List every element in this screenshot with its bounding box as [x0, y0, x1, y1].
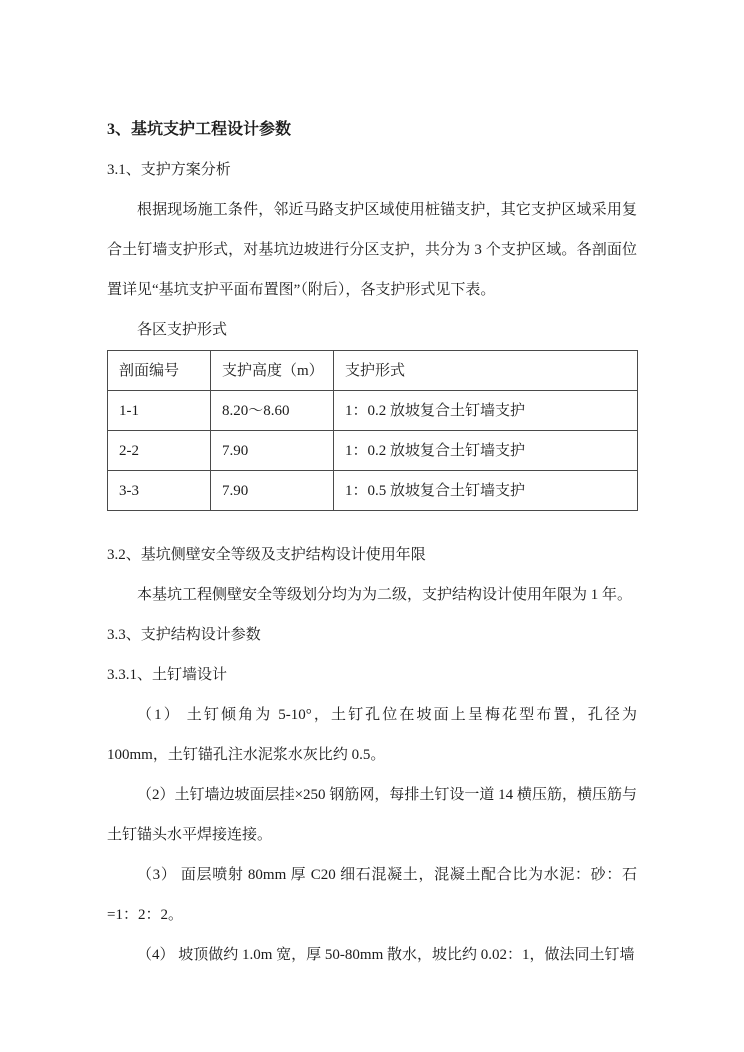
doc-title: 3、基坑支护工程设计参数 [107, 121, 292, 138]
nail-wall-item-1: （1） 土钉倾角为 5-10°，土钉孔位在坡面上呈梅花型布置，孔径为 100mm，土钉锚孔注水泥浆水灰比约 0.5。 [107, 707, 637, 763]
cell-support-form: 1：0.5 放坡复合土钉墙支护 [334, 471, 638, 511]
col-header-support-form: 支护形式 [334, 351, 638, 391]
cell-support-height: 7.90 [211, 431, 334, 471]
section-3-2-paragraph: 本基坑工程侧壁安全等级划分均为为二级，支护结构设计使用年限为 1 年。 [137, 587, 633, 603]
nail-wall-item-2: （2）土钉墙边坡面层挂×250 钢筋网，每排土钉设一道 14 横压筋，横压筋与土钉锚头水平焊接连接。 [107, 787, 637, 843]
section-3-2-heading: 3.2、基坑侧壁安全等级及支护结构设计使用年限 [107, 547, 426, 563]
nail-wall-item-3: （3） 面层喷射 80mm 厚 C20 细石混凝土，混凝土配合比为水泥：砂：石=1：2：2。 [107, 867, 637, 923]
table-header-row [108, 351, 638, 391]
cell-section-number: 3-3 [108, 471, 211, 511]
section-3-1-heading: 3.1、支护方案分析 [107, 162, 231, 178]
cell-support-form: 1：0.2 放坡复合土钉墙支护 [334, 391, 638, 431]
document-content [107, 110, 637, 975]
table-row [108, 431, 638, 471]
col-header-section-number: 剖面编号 [108, 351, 211, 391]
table-row [108, 391, 638, 431]
nail-wall-item-4: （4） 坡顶做约 1.0m 宽，厚 50-80mm 散水，坡比约 0.02：1，做法同土钉墙 [137, 947, 635, 963]
cell-support-height: 8.20～8.60 [211, 391, 334, 431]
section-3-1-paragraph: 根据现场施工条件，邻近马路支护区域使用桩锚支护，其它支护区域采用复合土钉墙支护形式，对基坑边坡进行分区支护，共分为 3 个支护区域。各剖面位置详见“基坑支护平面布置图”（附后），各支护形式见下表。 [107, 202, 637, 298]
table-caption: 各区支护形式 [137, 322, 228, 338]
col-header-support-height: 支护高度（m） [211, 351, 334, 391]
table-row [108, 471, 638, 511]
section-3-3-1-heading: 3.3.1、土钉墙设计 [107, 667, 228, 683]
section-3-3-heading: 3.3、支护结构设计参数 [107, 627, 261, 643]
cell-support-height: 7.90 [211, 471, 334, 511]
cell-support-form: 1：0.2 放坡复合土钉墙支护 [334, 431, 638, 471]
support-forms-table [107, 350, 638, 511]
cell-section-number: 2-2 [108, 431, 211, 471]
cell-section-number: 1-1 [108, 391, 211, 431]
